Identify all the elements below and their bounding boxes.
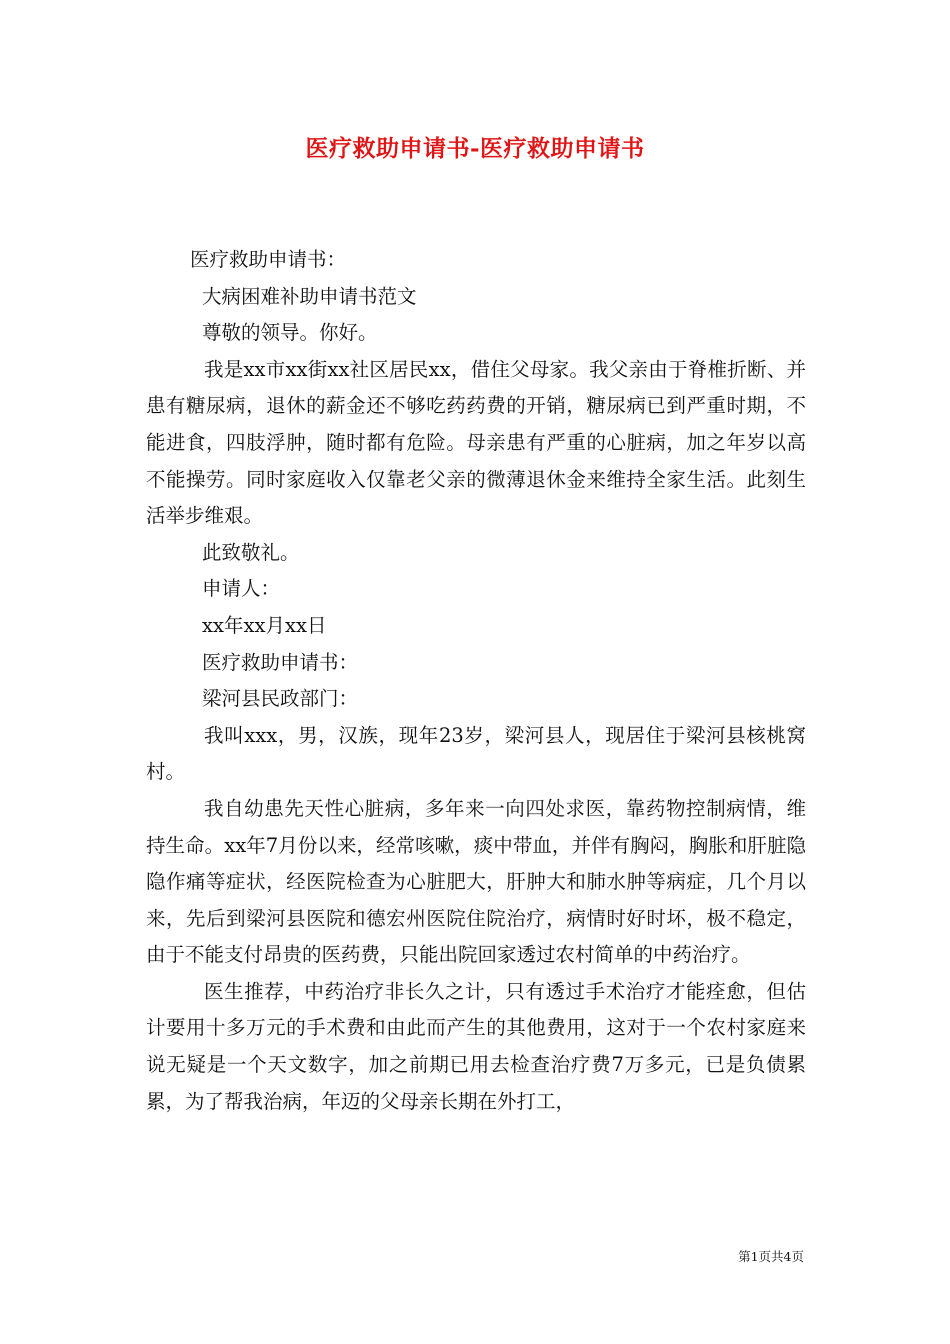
- paragraph-date: xx年xx月xx日: [202, 613, 327, 637]
- paragraph-subtitle: 大病困难补助申请书范文: [202, 284, 417, 308]
- paragraph-heading-2: 医疗救助申请书：: [202, 650, 359, 674]
- paragraph-salutation-1: 尊敬的领导。你好。: [202, 321, 378, 345]
- paragraph-body-4: 医生推荐，中药治疗非长久之计，只有透过手术治疗才能痊愈，但估计要用十多万元的手术费和由此而产生的其他费用，这对于一个农村家庭来说无疑是一个天文数字，加之前期已用去检查治疗费7万多元，已是负债累累，为了帮我治病，年迈的父母亲长期在外打工，: [146, 979, 806, 1113]
- paragraph-closing: 此致敬礼。: [202, 540, 300, 564]
- paragraph-body-1: 我是xx市xx街xx社区居民xx，借住父母家。我父亲由于脊椎折断、并患有糖尿病，退休的薪金还不够吃药药费的开销，糖尿病已到严重时期，不能进食，四肢浮肿，随时都有危险。母亲患有严重的心脏病，加之年岁以高不能操劳。同时家庭收入仅靠老父亲的微薄退休金来维持全家生活。此刻生活举步维艰。: [146, 357, 806, 528]
- paragraph-applicant: 申请人：: [202, 577, 281, 601]
- paragraph-salutation-2: 梁河县民政部门：: [202, 687, 359, 711]
- paragraph-body-3: 我自幼患先天性心脏病，多年来一向四处求医，靠药物控制病情，维持生命。xx年7月份以来，经常咳嗽，痰中带血，并伴有胸闷，胸胀和肝脏隐隐作痛等症状，经医院检查为心脏肥大，肝肿大和肺水肿等病症，几个月以来，先后到梁河县医院和德宏州医院住院治疗，病情时好时坏，极不稳定，由于不能支付昂贵的医药费，只能出院回家透过农村简单的中药治疗。: [146, 796, 806, 967]
- document-body: [146, 242, 806, 1120]
- page-indicator: 第1页共4页: [738, 1249, 804, 1264]
- paragraph-body-2: 我叫xxx，男，汉族，现年23岁，梁河县人，现居住于梁河县核桃窝村。: [146, 723, 806, 784]
- document-title: 医疗救助申请书-医疗救助申请书: [305, 135, 645, 162]
- paragraph-heading-1: 医疗救助申请书：: [190, 248, 347, 271]
